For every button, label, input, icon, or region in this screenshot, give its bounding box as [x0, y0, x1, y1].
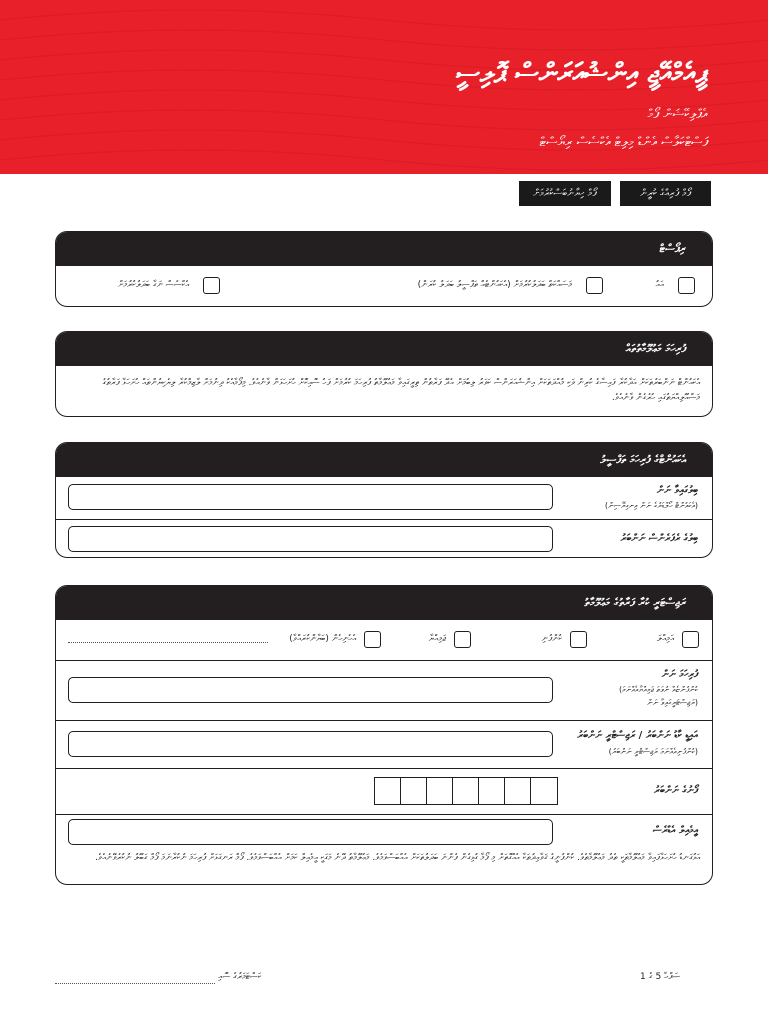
new-checkbox[interactable]: [678, 277, 695, 294]
id-number-row: [56, 720, 712, 768]
bill-ref-input[interactable]: [68, 526, 553, 552]
form-subtitle-2: ފަސްޓްކަލާސް އެންޑް މިލިޓް އެކްސެސް ރިޔޯސްޓް: [539, 135, 708, 150]
page-number: ޞަފްޙާ 5 ގެ 1: [640, 972, 681, 982]
email-label: އީމެއިލް އެޑްރެސް: [652, 825, 698, 836]
full-name-label: ފުރިހަމަ ނަން: [661, 669, 698, 680]
bill-ref-label: ބިލުގެ ރެފަރެންސް ނަންބަރު: [620, 533, 698, 544]
full-name-input[interactable]: [68, 677, 553, 703]
phone-digit[interactable]: [401, 778, 427, 804]
phone-row: [56, 768, 712, 814]
account-details-section: [55, 442, 713, 558]
other-label: އެހެނިހެން (ބަޔާންކުރައްވާ): [289, 634, 356, 644]
section-title: ރަޖިސްޓަރީ ކުރާ ފަރާތުގެ މަޢުލޫމާތު: [56, 586, 712, 620]
tag-left: ފޯމް ހިޔާނުބަސްކުރުމަށް: [519, 181, 611, 206]
bill-name-row: [56, 477, 712, 519]
phone-digit[interactable]: [531, 778, 557, 804]
section-title: ރިޕޯސްޓް: [56, 232, 712, 266]
association-checkbox[interactable]: [454, 631, 471, 648]
phone-digit[interactable]: [375, 778, 401, 804]
bill-name-hint: (އެކައުންޓް ހޯލްޑަރުގެ ނަން އިނގިރޭސިން): [604, 501, 698, 510]
tag-right: ފޯމް ފުރިއްގެ ކުރީން: [620, 181, 711, 206]
new-label: އައު: [655, 280, 664, 290]
other-checkbox[interactable]: [364, 631, 381, 648]
individual-checkbox[interactable]: [682, 631, 699, 648]
id-number-input[interactable]: [68, 731, 553, 757]
email-row: [56, 814, 712, 885]
form-title: ޕީއެމްއޭޖީ އިންޝުއަރަންސް ޕޮލިސީ: [456, 58, 708, 89]
full-name-row: [56, 660, 712, 720]
id-number-hint: (ކުންފުނިއެއްނަމަ ރަޖިސްޓްރީ ނަންބަރު): [608, 747, 698, 756]
phone-digit[interactable]: [427, 778, 453, 804]
phone-label: ފޯނުގެ ނަންބަރު: [654, 785, 698, 796]
form-subtitle: އެޕްލިކޭޝަން ފޯމް: [647, 107, 708, 122]
individual-label: އަމިއްލަ: [656, 634, 674, 644]
email-input[interactable]: [68, 819, 553, 845]
access-label: އެކްސެސް ނަގާ ބަދަލުކުރުމަށް: [117, 280, 189, 290]
company-checkbox[interactable]: [570, 631, 587, 648]
phone-digit[interactable]: [479, 778, 505, 804]
instructions-section: [55, 331, 713, 417]
id-number-label: އައިޑީ ކާޑު ނަންބަރު / ރަޖިސްޓްރީ ނަންބަރު: [577, 730, 698, 741]
full-name-hint-2: ރަޖިސްޓަރީގައިވާ ނަން): [646, 698, 698, 707]
bill-name-label: ބިލުގައިވާ ނަން: [656, 485, 698, 496]
full-name-hint-1: (ކުންފުންޏެއް ނުވަތަ ޖަމިއްޔާއެއްނަމަ: [619, 685, 698, 694]
phone-digit[interactable]: [453, 778, 479, 804]
signature-label: ކަސްޓަމަރުގެ ސޮއި: [218, 972, 262, 982]
section-title: ފުރިހަމަ މަޢުލޫމާތުތައް: [56, 332, 712, 366]
instructions-text: އެކައުންޓް ނަންބަރުތަކަށް އަދާކުރާ ފައިސާގެ ކުރިން ވަކި މުއްދަތަކަށް އިންޝުއަރަންސް ކަވަރު ލިބުމަށް އެދޭ ފަރާތުން ތިރީގައިވާ މަޢުލޫމާތު ފުރިހަމަ ކުރުމަށް ފަހު ސޮއިކޮށް ހުށަހަޅަން ވާނެއެވެ. މިފޯމާއެކު ދިނުމަށް ލާޒިމްކުރާ ލިޔެކިޔުންތައް ހުށަހަޅާ ފަރާތުގެ މަސްއޫލިއްޔަތުގައި ހުރެގެން ވާނެއެވެ.: [102, 378, 700, 403]
other-specify-line[interactable]: [68, 642, 268, 643]
bill-ref-row: [56, 519, 712, 558]
modify-checkbox[interactable]: [586, 277, 603, 294]
section-title: އެކައުންޓްގެ ފުރިހަމަ ތަފްސީލު: [56, 443, 712, 477]
registrant-section: [55, 585, 713, 885]
modify-label: މަސައްކަތް ބަދަލުކުރުމަށް (އެކައުންޓެއް ތަފްސީލު ބަދަލު ކުރަން): [417, 280, 572, 290]
signature-line[interactable]: [55, 983, 215, 984]
request-type-section: [55, 231, 713, 307]
access-checkbox[interactable]: [203, 277, 220, 294]
bill-name-input[interactable]: [68, 484, 553, 510]
header-banner: [0, 0, 768, 174]
company-label: ކުންފުނި: [541, 634, 562, 644]
phone-input[interactable]: [374, 777, 558, 805]
phone-digit[interactable]: [505, 778, 531, 804]
declaration-text: އަޅުގަނޑު ހުށަހަޅާފައިވާ މަޢުލޫމާތަކީ ތެދު މަޢުލޫމާތެވެ. ކުންފުނީގެ ޤަވާޢިދުތަކާ އެއްގޮތަށް މި ފޯމާ ގުޅިގެން ފެންނަ ބަދަލުތަކަށް އެއްބަސްވަމެވެ. މަޢުލޫމާތު ދޭނެ މަގަކީ އީމެއިލް ކަމަށް އެއްބަސްވަމެވެ. ފޯމް ރަނގަޅަށް ފުރިހަމަ ނުކުރާނަމަ ފޯމް ގަބޫލު ނުކުރެވޭނެއެވެ.: [94, 853, 700, 863]
association-label: ޖަމިއްޔާ: [428, 634, 446, 644]
